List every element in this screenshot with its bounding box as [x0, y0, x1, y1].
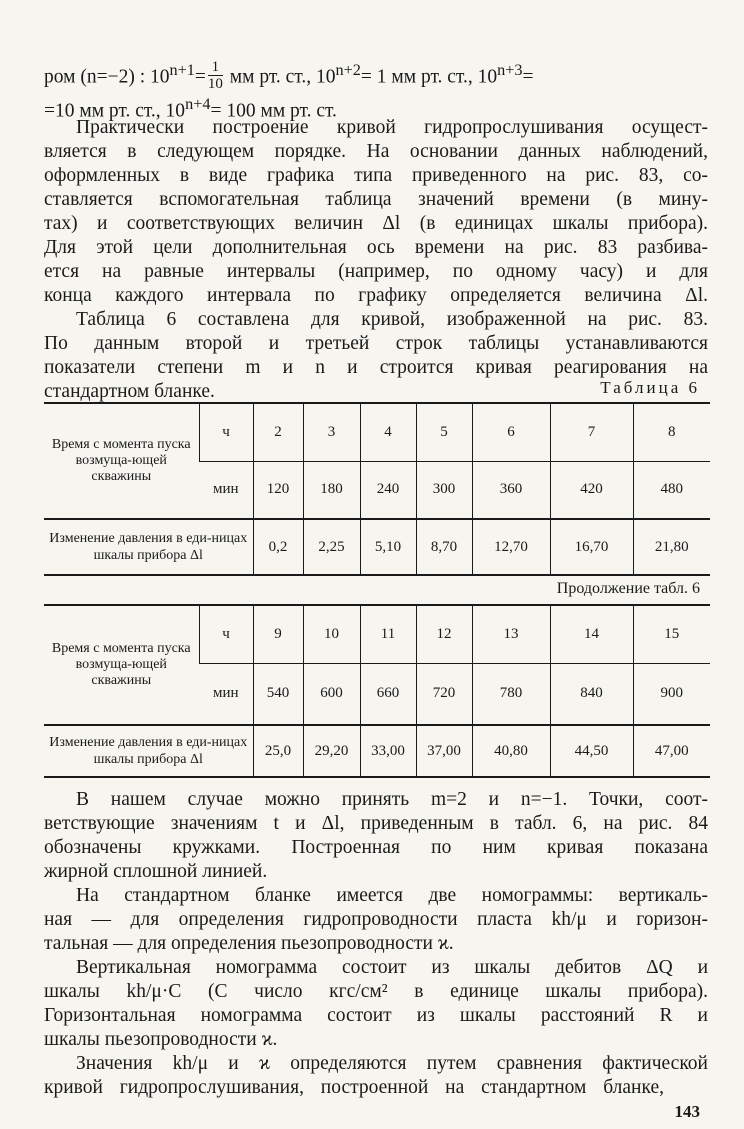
change-row-label: Изменение давления в еди-ницах шкалы прибора Δl [44, 725, 253, 777]
para1-line: конца каждого интервала по графику определяется величина Δl. [44, 285, 708, 306]
para6-line: кривой гидропрослушивания, построенной на стандартном бланке, [44, 1077, 664, 1098]
para4-line: ная — для определения гидропроводности пласта kh/μ и горизон- [44, 909, 708, 930]
formula-superscript: n+4 [185, 95, 211, 113]
table-cell: 21,80 [633, 519, 710, 575]
table-cell: 10 [303, 605, 360, 663]
para2-line: стандартном бланке. [44, 381, 215, 402]
table-cell: 16,70 [550, 519, 633, 575]
table-cell: 5,10 [360, 519, 416, 575]
fraction [208, 59, 223, 92]
formula-superscript: n+1 [169, 61, 195, 79]
table-cell: 2 [253, 403, 303, 461]
table-cell: 33,00 [360, 725, 416, 777]
unit-minutes: мин [199, 461, 253, 519]
para2-line: Таблица 6 составлена для кривой, изображенной на рис. 83. [76, 309, 708, 330]
para1-line: вляется в следующем порядке. На основании данных наблюдений, [44, 141, 708, 162]
table-cell: 25,0 [253, 725, 303, 777]
table-cell: 15 [633, 605, 710, 663]
table-cell: 40,80 [472, 725, 550, 777]
para5-line: шкалы пьезопроводности ϰ. [44, 1029, 278, 1050]
para1-line: оформленных в виде графика типа приведенного на рис. 83, со- [44, 165, 708, 186]
para5-line: Вертикальная номограмма состоит из шкалы дебитов ΔQ и [76, 957, 708, 978]
unit-minutes: мин [199, 663, 253, 725]
para1-line: ставляется вспомогательная таблица значений времени (в мину- [44, 189, 708, 210]
table-cell: 840 [550, 663, 633, 725]
para2-line: По данным второй и третьей строк таблицы устанавливаются [44, 333, 708, 354]
table-cell: 12,70 [472, 519, 550, 575]
table-cell: 9 [253, 605, 303, 663]
table-cell: 8 [633, 403, 710, 461]
table-cell: 5 [416, 403, 472, 461]
fraction-denominator: 10 [207, 75, 223, 92]
para1-line: тах) и соответствующих величин Δl (в единицах шкалы прибора). [44, 213, 708, 234]
para3-line: ветствующие значениям t и Δl, приведенным в табл. 6, на рис. 84 [44, 813, 708, 834]
unit-hours: ч [199, 403, 253, 461]
unit-hours: ч [199, 605, 253, 663]
table-6-part-2 [44, 604, 710, 778]
change-row-label: Изменение давления в еди-ницах шкалы прибора Δl [44, 519, 253, 575]
table-cell: 8,70 [416, 519, 472, 575]
para4-line: тальная — для определения пьезопроводности ϰ. [44, 933, 454, 954]
table-cell: 420 [550, 461, 633, 519]
table-continuation-caption: Продолжение табл. 6 [556, 580, 700, 597]
table-cell: 3 [303, 403, 360, 461]
fraction-numerator: 1 [208, 59, 223, 76]
table-caption: Таблица 6 [600, 378, 700, 397]
para6-line: Значения kh/μ и ϰ определяются путем сравнения фактической [76, 1053, 708, 1074]
table-cell: 480 [633, 461, 710, 519]
formula-text: = 100 мм рт. ст. [210, 100, 337, 122]
para3-line: В нашем случае можно принять m=2 и n=−1. Точки, соот- [76, 789, 708, 810]
table-cell: 720 [416, 663, 472, 725]
formula-superscript: n+3 [497, 61, 523, 79]
formula-text: = [522, 66, 534, 88]
table-cell: 660 [360, 663, 416, 725]
para3-line: обозначены кружками. Построенная по ним кривая показана [44, 837, 708, 858]
table-cell: 900 [633, 663, 710, 725]
formula-line-1 [44, 58, 708, 92]
para1-line: Для этой цели дополнительная ось времени на рис. 83 разбива- [44, 237, 708, 258]
formula-text: = [194, 66, 206, 88]
table-6-part-1 [44, 402, 710, 576]
formula-text: = 1 мм рт. ст., 10 [360, 66, 498, 88]
table-cell: 29,20 [303, 725, 360, 777]
table-cell: 47,00 [633, 725, 710, 777]
table-cell: 300 [416, 461, 472, 519]
table-cell: 0,2 [253, 519, 303, 575]
time-row-label: Время с момента пуска возмуща-ющей скважины [44, 403, 199, 519]
table-cell: 4 [360, 403, 416, 461]
table-cell: 7 [550, 403, 633, 461]
table-cell: 780 [472, 663, 550, 725]
para3-line: жирной сплошной линией. [44, 861, 268, 882]
table-cell: 180 [303, 461, 360, 519]
para4-line: На стандартном бланке имеется две номограммы: вертикаль- [76, 885, 708, 906]
formula-text: =10 мм рт. ст., 10 [44, 100, 186, 122]
table-cell: 44,50 [550, 725, 633, 777]
table-cell: 240 [360, 461, 416, 519]
formula-superscript: n+2 [335, 61, 361, 79]
para5-line: шкалы kh/μ·C (C число кгс/см² в единице шкалы прибора). [44, 981, 708, 1002]
table-cell: 11 [360, 605, 416, 663]
time-row-label: Время с момента пуска возмуща-ющей скважины [44, 605, 199, 725]
table-cell: 600 [303, 663, 360, 725]
para2-line: показатели степени m и n и строится кривая реагирования на [44, 357, 708, 378]
page-number: 143 [674, 1102, 700, 1121]
table-cell: 14 [550, 605, 633, 663]
table-cell: 540 [253, 663, 303, 725]
table-cell: 6 [472, 403, 550, 461]
formula-text: мм рт. ст., 10 [229, 66, 336, 88]
para1-line: ется на равные интервалы (например, по одному часу) и для [44, 261, 708, 282]
para1-line: Практически построение кривой гидропрослушивания осущест- [76, 117, 708, 138]
table-cell: 37,00 [416, 725, 472, 777]
table-cell: 13 [472, 605, 550, 663]
table-cell: 360 [472, 461, 550, 519]
formula-text: ром (n=−2) : 10 [44, 66, 170, 88]
table-cell: 2,25 [303, 519, 360, 575]
table-cell: 12 [416, 605, 472, 663]
para5-line: Горизонтальная номограмма состоит из шкалы расстояний R и [44, 1005, 708, 1026]
table-cell: 120 [253, 461, 303, 519]
